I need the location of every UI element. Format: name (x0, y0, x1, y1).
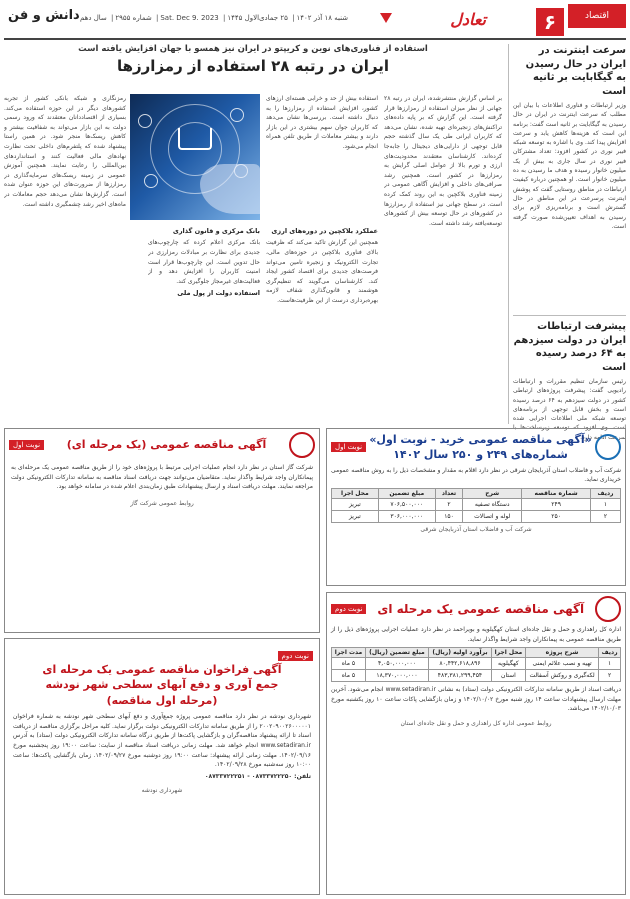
table-row (332, 670, 621, 682)
section-name: دانش و فن (8, 8, 80, 23)
table-header: مدت اجرا (332, 648, 366, 658)
main-article (4, 44, 502, 424)
table-header: مبلغ تضمین (ریال) (365, 648, 428, 658)
paper-logo-icon (380, 13, 392, 23)
network-node (230, 108, 244, 122)
sidebar-story2-headline[interactable]: پیشرفت ارتباطات ایران در دولت سیزدهم به ۶۴ درصد رسیده است (513, 321, 626, 373)
issue-date: شنبه ۱۸ آذر ۱۴۰۲ (296, 14, 349, 22)
table-header: ردیف (599, 648, 621, 658)
table-header: برآورد اولیه (ریال) (429, 648, 492, 658)
sidebar-story2-body: رئیس سازمان تنظیم مقررات و ارتباطات رادیویی گفت: پیشرفت پروژه‌های ارتباطی کشور در دولت سیزدهم به ۶۴ درصد رسیده است و بخش قابل توجهی از برنامه‌های توسعه شبکه ملی اطلاعات اجرایی شده است. وی افزود که توسعه زیرساخت‌ها با سرعت ادامه دارد. (513, 378, 626, 441)
ad-notes: دریافت اسناد از طریق سامانه تدارکات الکترونیکی دولت (ستاد) به نشانی www.setadiran.ir انجام می‌شود. آخرین مهلت ارسال پیشنهادات ساعت ۱۴ روز شنبه مورخ ۱۴۰۲/۱۰/۰۲ و زمان بازگشایی پاکات ساعت ۱۰ روز یکشنبه مورخ ۱۴۰۲/۱۰/۰۳ می‌باشد. (331, 686, 621, 713)
article-column-5: رمزنگاری و شبکه بانکی کشور از تجربه کشورهای دیگر در این حوزه استفاده می‌کند. بسیاری از اقتصاددانان معتقدند که ورود رسمی دولت به این بازار می‌تواند به شفافیت بیشتر و کاهش ریسک‌ها منجر شود. در همین راستا پیشنهاد شده که پلتفرم‌های داخلی تحت نظارت نهادهای مالی فعالیت کنند و استانداردهای بین‌المللی را رعایت نمایند. همچنین آموزش عمومی در زمینه ریسک‌های سرمایه‌گذاری در رمزارزها از ضرورت‌های این حوزه عنوان شده است. گزارش‌ها نشان می‌دهد حجم معاملات در ماه‌های اخیر رشد چشمگیری داشته است. (4, 95, 126, 208)
sidebar (508, 44, 626, 441)
network-node (138, 114, 152, 128)
article-subhead: بانک مرکزی و قانون گذاری (172, 227, 260, 235)
table-cell: ۲ (591, 510, 621, 522)
hand-touch-graphic (200, 164, 260, 214)
water-company-logo-icon (595, 434, 621, 460)
table-cell: ۲ (435, 498, 463, 510)
table-header: محل اجرا (491, 648, 525, 658)
tender-table (331, 647, 621, 682)
issue-info: شنبه ۱۸ آذر ۱۴۰۲| ۲۵ جمادی‌الاول ۱۴۴۵| Sat. Dec 9. 2023| شماره ۲۹۵۵| سال دهم (80, 14, 349, 22)
issue-number: شماره ۲۹۵۵ (115, 14, 152, 22)
table-header: ردیف (591, 488, 621, 498)
table-header: تعداد (435, 488, 463, 498)
article-subhead: استفاده دولت از پول ملی (177, 289, 260, 298)
table-cell: تبریز (332, 510, 379, 522)
ad-footer: شرکت آب و فاضلاب استان آذربایجان شرقی (420, 525, 532, 533)
sidebar-story1-body: وزیر ارتباطات و فناوری اطلاعات با بیان این مطلب که سرعت اینترنت در ایران در حال رسیدن به گیگابایت بر ثانیه است گفت: برنامه این است که هزینه‌ها کاهش یابد و سرعت افزایش پیدا کند. وی با اشاره به توسعه شبکه فیبر نوری در کشور افزود: تعداد مشترکان فیبر نوری در سال جاری به بیش از یک میلیون خانوار رسیده و هدف ما رسیدن به ده میلیون خانوار است. او همچنین درباره کیفیت ارتباطات در مناطق روستایی گفت که پوشش اینترنت پرسرعت در این مناطق در حال گسترش است و برنامه‌ریزی لازم برای رسیدن به اهداف تعیین‌شده صورت گرفته است. (513, 102, 626, 230)
table-row (332, 658, 621, 670)
ad-gas-tender (4, 428, 320, 633)
table-cell: ۲ (599, 670, 621, 682)
table-header-row (332, 648, 621, 658)
gas-company-logo-icon (289, 432, 315, 458)
table-cell: لوله و اتصالات (463, 510, 522, 522)
table-header: شماره مناقصه (522, 488, 591, 498)
masthead (4, 4, 626, 40)
table-cell: تبریز (332, 498, 379, 510)
table-cell: ۳۰۶,۰۰۰,۰۰۰ (378, 510, 435, 522)
ad-round-tag: نوبت اول (9, 440, 44, 450)
section-tab[interactable]: اقتصاد (568, 4, 626, 28)
sidebar-story1-headline[interactable]: سرعت اینترنت در ایران در حال رسیدن به گیگابایت بر ثانیه است (525, 45, 626, 97)
roads-logo-icon (595, 596, 621, 622)
ad-header (5, 429, 319, 461)
page-number: ۶ (536, 8, 564, 36)
ad-title-line2: جمع آوری و دفع آبهای سطحی شهر نودشه (45, 678, 279, 692)
table-cell: ۱۵۰ (435, 510, 463, 522)
table-header: شرح پروژه (525, 648, 598, 658)
table-cell: ۷۰۶,۵۰۰,۰۰۰ (378, 498, 435, 510)
ad-water-tender (326, 428, 626, 586)
ad-title: آگهی مناقصه عمومی یک مرحله ای (377, 601, 585, 616)
ad-footer: شهرداری نودشه (141, 787, 183, 795)
table-header-row (332, 488, 621, 498)
article-column-3 (266, 224, 378, 424)
ad-municipality-tender (4, 638, 320, 895)
table-row (332, 498, 621, 510)
ad-intro: اداره کل راهداری و حمل و نقل جاده‌ای استان کهگیلویه و بویراحمد در نظر دارد عملیات اجرایی پروژه‌های ذیل را از طریق مناقصه عمومی به پیمانکاران واجد شرایط واگذار نماید. (331, 626, 621, 643)
table-cell: کهگیلویه (491, 658, 525, 670)
table-header: محل اجرا (332, 488, 379, 498)
ad-title: آگهی مناقصه عمومی (یک مرحله ای) (66, 438, 267, 452)
ad-round-tag: نوبت دوم (278, 651, 313, 661)
article-column-2: استفاده بیش از حد و خرابی هسته‌ای ارزهای کشور، افزایش استفاده از رمزارزها را به دنبال داشته است. بررسی‌ها نشان می‌دهد که کاربران جوان سهم بیشتری در این بازار دارند و بیشتر معاملات از طریق تلفن همراه انجام می‌شود. (266, 95, 378, 150)
table-cell: ۲۴۹ (522, 498, 591, 510)
ad-contact: تلفن: ۰۸۷۳۳۷۲۲۲۵۰ - ۰۸۷۳۳۷۲۲۲۵۱ (204, 772, 311, 780)
table-cell: ۸۰,۴۴۲,۶۱۸,۸۹۶ (429, 658, 492, 670)
ad-title: آگهی فراخوان مناقصه عمومی یک مرحله ای (42, 663, 282, 676)
table-header: مبلغ تضمین (378, 488, 435, 498)
article-headline[interactable]: ایران در رتبه ۲۸ استفاده از رمزارزها (117, 56, 389, 75)
shopping-cart-icon (178, 128, 212, 150)
issue-year: سال دهم (80, 14, 107, 22)
table-cell: لکه‌گیری و روکش آسفالت (525, 670, 598, 682)
table-cell: ۴,۰۵۰,۰۰۰,۰۰۰ (365, 658, 428, 670)
paper-name: تعادل (450, 10, 486, 29)
ad-round-tag: نوبت اول (331, 442, 366, 452)
ad-roads-tender (326, 592, 626, 895)
network-node (144, 174, 158, 188)
article-column-1: بر اساس گزارش منتشرشده، ایران در رتبه ۲۸ جهانی از نظر میزان استفاده از رمزارزها قرار گرفته است. این گزارش که بر پایه داده‌های تراکنش‌های زنجیره‌ای تهیه شده، نشان می‌دهد که کاربران ایرانی طی یک سال گذشته حجم قابل توجهی از دارایی‌های دیجیتال را جابه‌جا کرده‌اند. کارشناسان معتقدند محدودیت‌های ارزی و تورم بالا از عوامل اصلی گرایش به رمزارزها در کشور است. همچنین رشد صرافی‌های داخلی و افزایش آگاهی عمومی در زمینه فناوری بلاکچین به این روند کمک کرده است. در سطح جهانی نیز استفاده از رمزارزها در کشورهای در حال توسعه بیش از کشورهای توسعه‌یافته رشد داشته است. (384, 95, 502, 227)
article-column-4 (148, 224, 260, 424)
ad-round-tag: نوبت دوم (331, 604, 366, 614)
ad-title-line3: (مرحله اول مناقصه) (106, 693, 218, 707)
table-cell: ۵ ماه (332, 658, 366, 670)
table-cell: ۱ (591, 498, 621, 510)
ad-footer: روابط عمومی شرکت گاز (130, 499, 194, 507)
article-column-4-text: بانک مرکزی اعلام کرده که چارچوب‌های جدیدی برای نظارت بر مبادلات رمزارزی در حال تدوین است. این چارچوب‌ها قرار است امنیت کاربران را افزایش دهد و از فعالیت‌های غیرمجاز جلوگیری کند. (148, 239, 260, 285)
article-kicker: استفاده از فناوری‌های نوین و کریپتو در ایران نیز همسو با جهان افزایش یافته است (78, 44, 428, 54)
table-cell: ۴۸۳,۳۸۱,۲۹۹,۴۵۴ (429, 670, 492, 682)
article-column-3-text: همچنین این گزارش تاکید می‌کند که ظرفیت بالای فناوری بلاکچین در حوزه‌های مالی، تجارت الکترونیک و زنجیره تامین می‌تواند فرصت‌های جدیدی برای اقتصاد کشور ایجاد کند. کارشناسان می‌گویند که تنظیم‌گری هوشمند و قانون‌گذاری شفاف لازمه بهره‌برداری درست از این ظرفیت‌هاست. (266, 239, 378, 304)
ad-header (327, 593, 625, 625)
ad-footer: روابط عمومی اداره کل راهداری و حمل و نقل جاده‌ای استان (400, 719, 552, 727)
table-cell: ۱ (599, 658, 621, 670)
ad-body: شرکت گاز استان در نظر دارد انجام عملیات اجرایی مرتبط با پروژه‌های خود را از طریق مناقصه عمومی یک مرحله‌ای به پیمانکاران واجد شرایط واگذار نماید. متقاضیان می‌توانند جهت دریافت اسناد مناقصه به سامانه تدارکات الکترونیکی دولت مراجعه نمایند. مهلت دریافت اسناد و ارسال پیشنهادات طبق زمان‌بندی اعلام شده در سامانه خواهد بود. (11, 464, 313, 491)
article-subhead: عملکرد بلاکچین در دوره‌های ارزی (271, 227, 378, 235)
ad-intro: شرکت آب و فاضلاب استان آذربایجان شرقی در نظر دارد اقلام به مقدار و مشخصات ذیل را به روش مناقصه عمومی خریداری نماید. (331, 466, 621, 484)
table-cell: ۱۸,۳۷۰,۰۰۰,۰۰۰ (365, 670, 428, 682)
tender-table (331, 488, 621, 523)
table-cell: ۲۵۰ (522, 510, 591, 522)
table-cell: استان (491, 670, 525, 682)
table-cell: ۵ ماه (332, 670, 366, 682)
ad-header (327, 429, 625, 466)
ad-body: شهرداری نودشه در نظر دارد مناقصه عمومی پروژه جمع‌آوری و دفع آبهای سطحی شهر نودشه به شماره فراخوان ۲۰۰۲۰۹۰۰۲۶۰۰۰۰۰۱ را از طریق سامانه تدارکات الکترونیکی دولت برگزار نماید. کلیه مراحل برگزاری مناقصه از دریافت اسناد تا ارائه پیشنهاد مناقصه‌گران و بازگشایی پاکت‌ها از طریق درگاه سامانه تدارکات الکترونیکی دولت (ستاد) به آدرس www.setadiran.ir انجام خواهد شد. مهلت زمانی دریافت اسناد مناقصه از سایت: ساعت ۱۹:۰۰ روز پنجشنبه مورخ ۱۴۰۲/۰۹/۱۶. مهلت زمانی ارائه پیشنهاد: ساعت ۱۹:۰۰ روز دوشنبه مورخ ۱۴۰۲/۰۹/۲۷. زمان بازگشایی پاکت‌ها: ساعت ۱۰:۰۰ روز سه‌شنبه مورخ ۱۴۰۲/۰۹/۲۸. (13, 713, 311, 769)
table-cell: دستگاه تصفیه (463, 498, 522, 510)
issue-gregorian-date: Sat. Dec 9. 2023 (160, 14, 219, 22)
ad-subtitle: شماره‌های ۲۴۹ و ۲۵۰ سال ۱۴۰۲ (393, 448, 568, 462)
issue-hijri-date: ۲۵ جمادی‌الاول ۱۴۴۵ (227, 14, 288, 22)
ad-title: «آگهی مناقصه عمومی خرید - نوبت اول» (369, 433, 592, 446)
crypto-hero-image (130, 94, 260, 220)
sidebar-divider (513, 315, 626, 316)
table-header: شرح (463, 488, 522, 498)
table-row (332, 510, 621, 522)
table-cell: تهیه و نصب علائم ایمنی (525, 658, 598, 670)
